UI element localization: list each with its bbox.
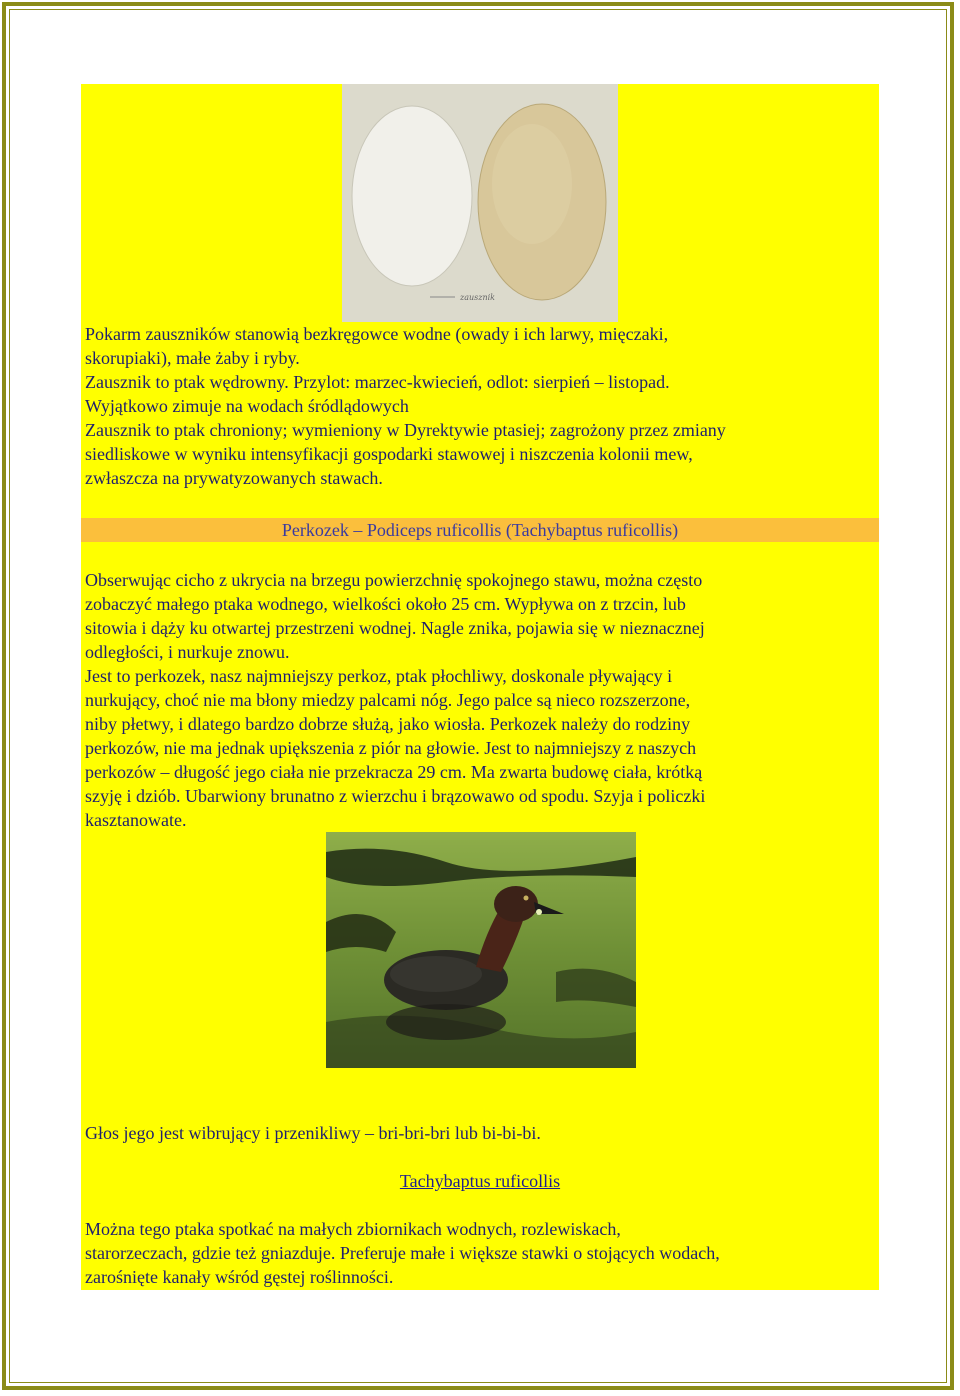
text-line: odległości, i nurkuje znowu. [85,642,290,662]
text-line: Wyjątkowo zimuje na wodach śródlądowych [85,396,409,416]
paragraph-description [85,568,875,832]
text-line: Zausznik to ptak wędrowny. Przylot: marzec-kwiecień, odlot: sierpień – listopad. [85,372,670,392]
egg-caption: zausznik [460,293,496,302]
text-line: starorzeczach, gdzie też gniazduje. Preferuje małe i większe stawki o stojących wodach, [85,1243,720,1263]
text-line: Zausznik to ptak chroniony; wymieniony w Dyrektywie ptasiej; zagrożony przez zmiany [85,420,726,440]
text-line: niby płetwy, i dlatego bardzo dobrze służą, jako wiosła. Perkozek należy do rodziny [85,714,691,734]
paragraph-voice [85,1121,875,1145]
text-line: perkozów, nie ma jednak upiększenia z piór na głowie. Jest to najmniejszy z naszych [85,738,697,758]
text-line: zarośnięte kanały wśród gęstej roślinności. [85,1267,394,1287]
text-line: Pokarm zauszników stanowią bezkręgowce wodne (owady i ich larwy, mięczaki, [85,324,669,344]
text-line: Można tego ptaka spotkać na małych zbiornikach wodnych, rozlewiskach, [85,1219,621,1239]
grebe-photo [326,832,636,1068]
paragraph-diet [85,322,875,490]
grebe-illustration [326,832,636,1068]
section-heading: Perkozek – Podiceps ruficollis (Tachybaptus ruficollis) [281,520,679,540]
text-line: nurkujący, choć nie ma błony miedzy palcami nóg. Jego palce są nieco rozszerzone, [85,690,691,710]
text-line: kasztanowate. [85,810,187,830]
text-line: skorupiaki), małe żaby i ryby. [85,348,300,368]
eggs-illustration [342,84,618,322]
text-line: sitowia i dąży ku otwartej przestrzeni wodnej. Nagle znika, pojawia się w nieznacznej [85,618,705,638]
paragraph-habitat [85,1217,875,1289]
content-panel [81,84,879,1290]
text-line: Jest to perkozek, nasz najmniejszy perkoz, ptak płochliwy, doskonale pływający i [85,666,673,686]
text-line: siedliskowe w wyniku intensyfikacji gospodarki stawowej i niszczenia kolonii mew, [85,444,693,464]
text-line: perkozów – długość jego ciała nie przekracza 29 cm. Ma zwarta budowę ciała, krótką [85,762,703,782]
species-link[interactable]: Tachybaptus ruficollis [399,1171,561,1191]
text-line: zobaczyć małego ptaka wodnego, wielkości około 25 cm. Wypływa on z trzcin, lub [85,594,686,614]
text-line: Głos jego jest wibrujący i przenikliwy – bri-bri-bri lub bi-bi-bi. [85,1123,541,1143]
text-line: szyję i dziób. Ubarwiony brunatno z wierzchu i brązowawo od spodu. Szyja i policzki [85,786,706,806]
eggs-photo [342,84,618,322]
text-line: zwłaszcza na prywatyzowanych stawach. [85,468,383,488]
text-line: Obserwując cicho z ukrycia na brzegu powierzchnię spokojnego stawu, można często [85,570,703,590]
